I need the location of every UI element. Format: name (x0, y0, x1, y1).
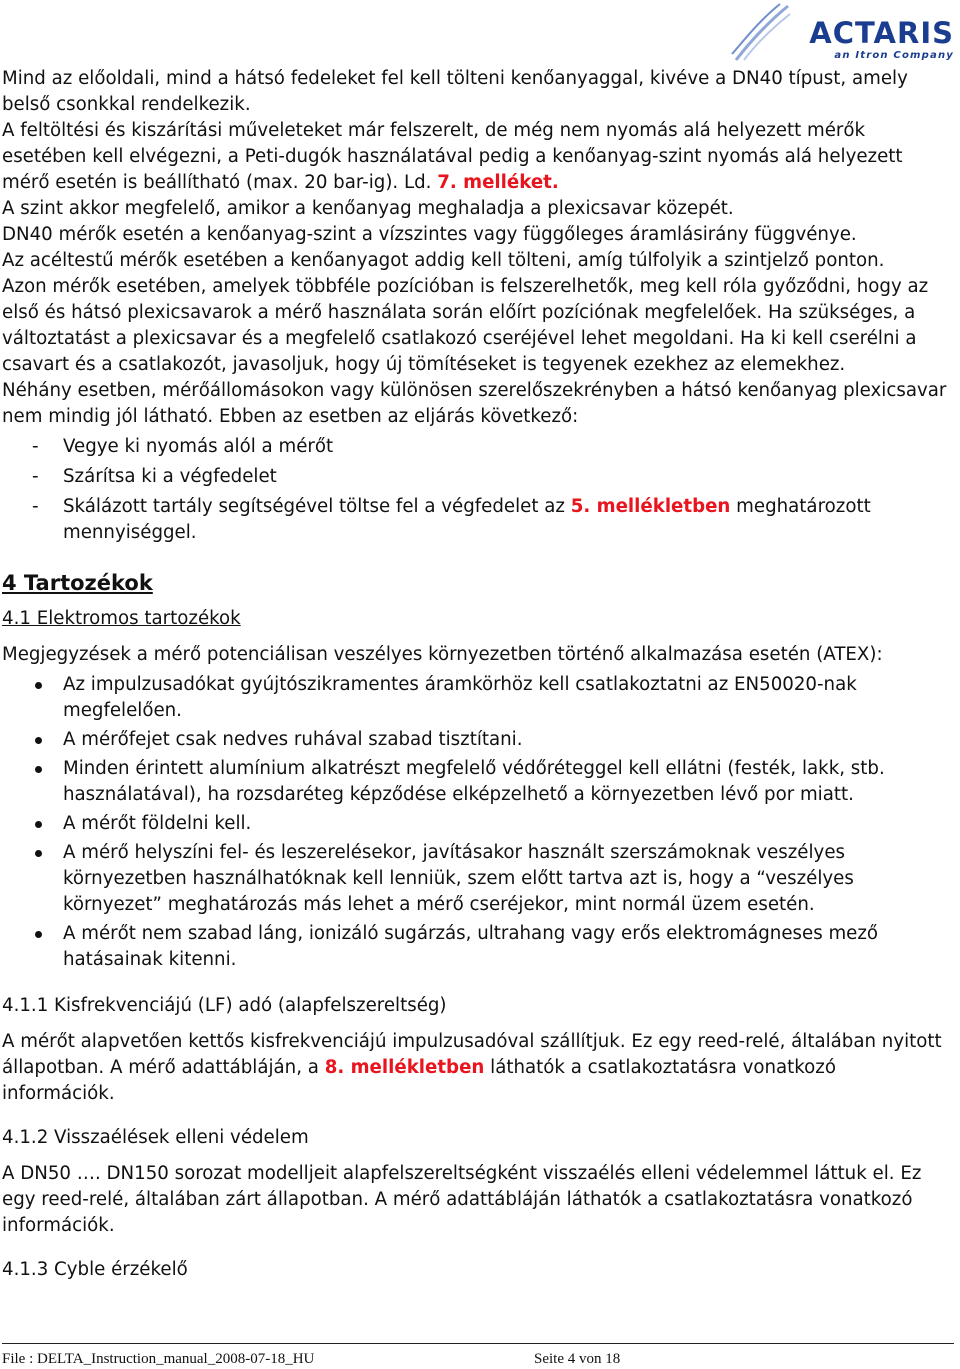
dash-marker: - (32, 436, 39, 457)
paragraph-steel-body: Az acéltestű mérők esetében a kenőanyagot addig kell tölteni, amíg túlfolyik a szintjelző ponton. (2, 250, 885, 271)
dash-marker: - (32, 466, 39, 487)
list-item (2, 840, 954, 918)
bullet-icon (35, 931, 42, 938)
text-run: láthatók a csatlakoztatásra vonatkozó információk. (2, 1057, 836, 1104)
list-item-text: A mérő helyszíni fel- és leszerelésekor, javításakor használt szerszámoknak veszélyes környezetben használhatóknak kell lenniük, szem előtt tartva azt is, hogy a “veszélyes környezet” meghatározás más lehet a mérő cseréjekor, mint normál üzem esetén. (63, 842, 854, 915)
actaris-logo (726, 2, 956, 68)
footer-page-number: Seite 4 von 18 (534, 1351, 621, 1367)
list-item (2, 727, 954, 753)
logo-wordmark: ACTARIS (809, 16, 954, 50)
paragraph-front-rear-covers: Mind az előoldali, mind a hátsó fedeleket fel kell tölteni kenőanyaggal, kivéve a DN40 típust, amely belső csonkkal rendelkezik. (2, 68, 908, 115)
document-body (2, 66, 954, 1283)
paragraph-dn40: DN40 mérők esetén a kenőanyag-szint a vízszintes vagy függőleges áramlásirány függvénye. (2, 224, 857, 245)
paragraph-rear-plug-visibility: Néhány esetben, mérőállomásokon vagy különösen szerelőszekrényben a hátsó kenőanyag plexicsavar nem mindig jól látható. Ebben az esetben az eljárás következő: (2, 380, 947, 427)
list-item-text: Vegye ki nyomás alól a mérőt (63, 436, 334, 457)
bullet-icon (35, 766, 42, 773)
paragraph-lf-transmitter (2, 1029, 954, 1107)
procedure-dash-list (2, 434, 954, 546)
footer-divider (2, 1343, 954, 1344)
bullet-icon (35, 850, 42, 857)
footer-file-name: File : DELTA_Instruction_manual_2008-07-18_HU (2, 1351, 315, 1367)
paragraph-atex-intro: Megjegyzések a mérő potenciálisan veszélyes környezetben történő alkalmazása esetén (ATEX): (2, 644, 883, 665)
subsubsection-heading-cyble: 4.1.3 Cyble érzékelő (2, 1259, 188, 1280)
text-run: A feltöltési és kiszárítási műveleteket már felszerelt, de még nem nyomás alá helyezett mérők esetében kell elvégezni, a Peti-dugók használatával pedig a kenőanyag-szint nyomás alá helyezett mérő esetén is beállítható (max. 20 bar-ig). Ld. (2, 120, 903, 193)
actaris-swoosh-icon (730, 2, 794, 64)
list-item (2, 756, 954, 808)
annex-reference-link[interactable]: 5. mellékletben (570, 496, 731, 517)
list-item-text: A mérőt nem szabad láng, ionizáló sugárzás, ultrahang vagy erős elektromágneses mező hatásainak kitenni. (63, 923, 879, 970)
bullet-icon (35, 682, 42, 689)
dash-marker: - (32, 496, 39, 517)
subsubsection-heading-tamper: 4.1.2 Visszaélések elleni védelem (2, 1127, 309, 1148)
list-item-text: Az impulzusadókat gyújtószikramentes áramkörhöz kell csatlakoztatni az EN50020-nak megfelelően. (63, 674, 857, 721)
bullet-icon (35, 737, 42, 744)
list-item (2, 811, 954, 837)
annex-reference-link[interactable]: 7. melléket. (437, 172, 559, 193)
paragraph-multi-position: Azon mérők esetében, amelyek többféle pozícióban is felszerelhetők, meg kell róla győződni, hogy az első és hátsó plexicsavarok a mérő használata során előírt pozíciónak megfelelőek. Ha szükséges, a változtatást a plexicsavar és a megfelelő csatlakozó cseréjével lehet megoldani. Ha ki kell cserélni a csavart és a csatlakozót, javasoljuk, hogy új tömítéseket is tegyenek ezekhez az elemekhez. (2, 276, 929, 375)
subsubsection-heading-lf: 4.1.1 Kisfrekvenciájú (LF) adó (alapfelszereltség) (2, 995, 447, 1016)
bullet-icon (35, 821, 42, 828)
section-heading: 4 Tartozékok (2, 571, 153, 595)
text-run: meghatározott mennyiséggel. (63, 496, 871, 543)
list-item (2, 672, 954, 724)
list-item-text: A mérőfejet csak nedves ruhával szabad tisztítani. (63, 729, 523, 750)
subsection-heading: 4.1 Elektromos tartozékok (2, 608, 241, 629)
list-item-text: Minden érintett alumínium alkatrészt megfelelő védőréteggel kell ellátni (festék, lakk, stb. használatával), ha rozsdaréteg képződése elképzelhető a környezetben lévő por miatt. (63, 758, 885, 805)
list-item (2, 494, 954, 546)
list-item (2, 434, 954, 460)
list-item (2, 921, 954, 973)
atex-bullet-list (2, 672, 954, 973)
paragraph-level-ok: A szint akkor megfelelő, amikor a kenőanyag meghaladja a plexicsavar közepét. (2, 198, 734, 219)
paragraph-filling-procedure (2, 118, 954, 196)
paragraph-tamper-protection: A DN50 …. DN150 sorozat modelljeit alapfelszereltségként visszaélés elleni védelemmel láttuk el. Ez egy reed-relé, általában zárt állapotban. A mérő adattábláján láthatók a csatlakoztatásra vonatkozó információk. (2, 1163, 922, 1236)
list-item (2, 464, 954, 490)
logo-tagline: an Itron Company (834, 50, 954, 61)
text-run: A mérőt alapvetően kettős kisfrekvenciájú impulzusadóval szállítjuk. Ez egy reed-relé, általában nyitott állapotban. A mérő adattábláján, a (2, 1031, 942, 1078)
text-run: Skálázott tartály segítségével töltse fel a végfedelet az (63, 496, 571, 517)
annex-reference-link[interactable]: 8. mellékletben (324, 1057, 485, 1078)
list-item-text: A mérőt földelni kell. (63, 813, 252, 834)
page-footer (2, 1343, 954, 1367)
list-item-text: Szárítsa ki a végfedelet (63, 466, 277, 487)
